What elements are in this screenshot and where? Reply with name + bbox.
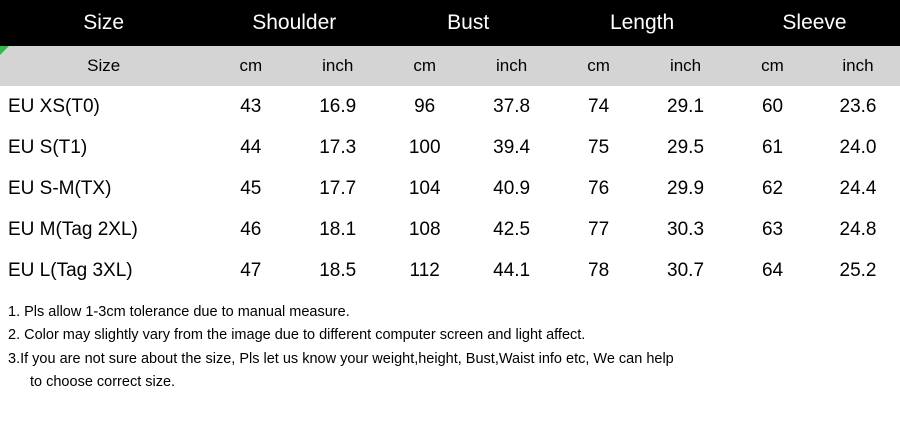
cell-shoulder-cm: 47 <box>207 250 294 291</box>
cell-shoulder-cm: 44 <box>207 127 294 168</box>
cell-length-inch: 29.9 <box>642 168 729 209</box>
cell-shoulder-inch: 17.3 <box>294 127 381 168</box>
subheader-shoulder-cm: cm <box>239 56 263 75</box>
subheader-sleeve-inch: inch <box>842 56 874 75</box>
cell-bust-cm: 96 <box>381 86 468 127</box>
cell-shoulder-inch: 16.9 <box>294 86 381 127</box>
subheader-length-cm: cm <box>587 56 610 75</box>
note-color: 2. Color may slightly vary from the image due to different computer screen and light affect. <box>8 327 586 344</box>
cell-length-inch: 30.7 <box>642 250 729 291</box>
header-sleeve: Sleeve <box>782 11 847 34</box>
row-size-label: EU S-M(TX) <box>0 168 207 209</box>
cell-length-cm: 78 <box>555 250 642 291</box>
cell-bust-inch: 40.9 <box>468 168 555 209</box>
subheader-bust-cm: cm <box>413 56 437 75</box>
subheader-sleeve-cm: cm <box>761 56 784 75</box>
cell-sleeve-inch: 25.2 <box>816 250 900 291</box>
cell-shoulder-cm: 45 <box>207 168 294 209</box>
header-shoulder: Shoulder <box>252 11 337 34</box>
cell-sleeve-inch: 24.0 <box>816 127 900 168</box>
cell-length-inch: 29.5 <box>642 127 729 168</box>
cell-sleeve-cm: 60 <box>729 86 816 127</box>
cell-shoulder-inch: 18.1 <box>294 209 381 250</box>
cell-length-cm: 76 <box>555 168 642 209</box>
cell-bust-inch: 44.1 <box>468 250 555 291</box>
cell-sleeve-cm: 61 <box>729 127 816 168</box>
cell-length-cm: 77 <box>555 209 642 250</box>
subheader-bust-inch: inch <box>496 56 528 75</box>
table-row <box>0 209 900 250</box>
cell-bust-cm: 100 <box>381 127 468 168</box>
cell-length-inch: 30.3 <box>642 209 729 250</box>
cell-sleeve-inch: 24.4 <box>816 168 900 209</box>
table-row <box>0 168 900 209</box>
header-size: Size <box>83 11 125 34</box>
table-header-sub-row <box>0 46 900 86</box>
note-size-help: 3.If you are not sure about the size, Pls let us know your weight,height, Bust,Waist info etc, We can help <box>8 350 674 367</box>
cell-length-cm: 74 <box>555 86 642 127</box>
note-tolerance: 1. Pls allow 1-3cm tolerance due to manual measure. <box>8 304 350 320</box>
cell-bust-cm: 104 <box>381 168 468 209</box>
cell-length-inch: 29.1 <box>642 86 729 127</box>
cell-sleeve-inch: 24.8 <box>816 209 900 250</box>
row-size-label: EU S(T1) <box>0 127 207 168</box>
cell-length-cm: 75 <box>555 127 642 168</box>
row-size-label: EU XS(T0) <box>0 86 207 127</box>
subheader-size: Size <box>87 56 121 75</box>
cell-shoulder-cm: 46 <box>207 209 294 250</box>
cell-shoulder-cm: 43 <box>207 86 294 127</box>
cell-bust-cm: 108 <box>381 209 468 250</box>
cell-sleeve-cm: 64 <box>729 250 816 291</box>
note-size-help-cont: to choose correct size. <box>30 374 176 391</box>
notes-section <box>0 291 900 395</box>
cell-shoulder-inch: 18.5 <box>294 250 381 291</box>
cell-bust-cm: 112 <box>381 250 468 291</box>
header-bust: Bust <box>447 11 490 34</box>
row-size-label: EU L(Tag 3XL) <box>0 250 207 291</box>
table-row <box>0 127 900 168</box>
table-row <box>0 86 900 127</box>
cell-sleeve-cm: 63 <box>729 209 816 250</box>
header-length: Length <box>609 11 675 34</box>
subheader-shoulder-inch: inch <box>322 56 354 75</box>
cell-bust-inch: 39.4 <box>468 127 555 168</box>
cell-sleeve-inch: 23.6 <box>816 86 900 127</box>
cell-bust-inch: 37.8 <box>468 86 555 127</box>
cell-sleeve-cm: 62 <box>729 168 816 209</box>
subheader-length-inch: inch <box>669 56 702 75</box>
cell-shoulder-inch: 17.7 <box>294 168 381 209</box>
table-header-main-row <box>0 0 900 46</box>
table-row <box>0 250 900 291</box>
cell-bust-inch: 42.5 <box>468 209 555 250</box>
row-size-label: EU M(Tag 2XL) <box>0 209 207 250</box>
